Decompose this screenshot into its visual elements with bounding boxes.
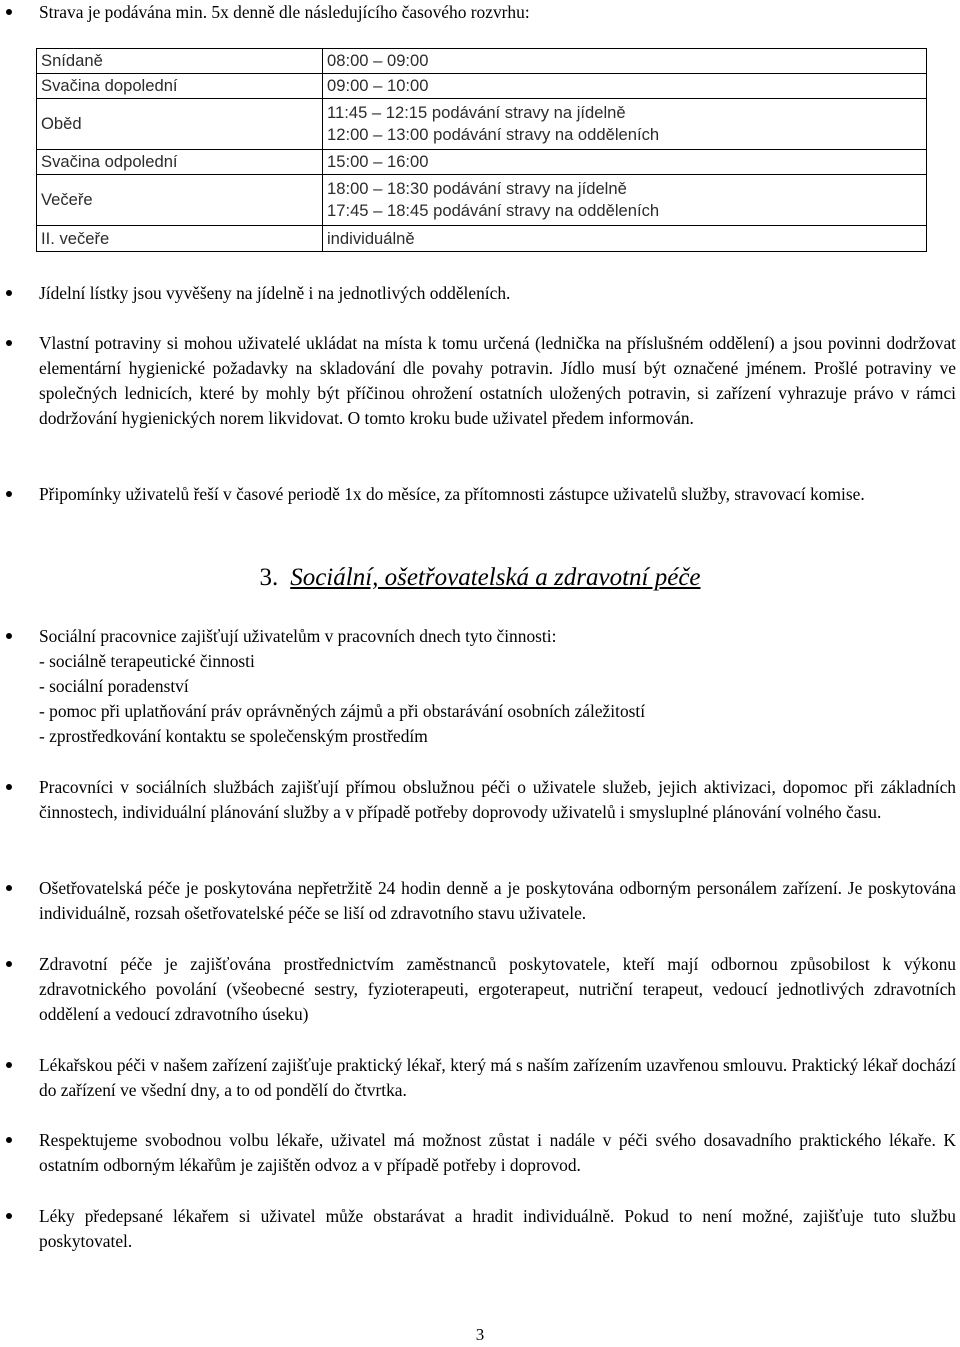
bullet-icon	[6, 1213, 12, 1219]
meal-schedule-table	[36, 48, 927, 252]
table-row	[37, 49, 927, 74]
doctor-text: Lékařskou péči v našem zařízení zajišťuje praktický lékař, který má s naším zařízením uzavřenou smlouvu. Praktický lékař dochází do zařízení ve všední dny, a to od pondělí do čtvrtka.	[39, 1055, 956, 1100]
meds-text: Léky předepsané lékařem si uživatel může obstarávat a hradit individuálně. Pokud to není možné, zajišťuje tuto službu poskytovatel.	[39, 1206, 956, 1251]
meal-name: Večeře	[37, 175, 323, 226]
bullet-icon	[6, 633, 12, 639]
table-row	[37, 99, 927, 150]
social-item: - zprostředkování kontaktu se společenským prostředím	[39, 726, 428, 746]
meal-name: Oběd	[37, 99, 323, 150]
section-number: 3.	[259, 564, 279, 591]
bullet-icon	[6, 340, 12, 346]
intro-text: Strava je podávána min. 5x denně dle následujícího časového rozvrhu:	[39, 2, 530, 22]
meal-time: 15:00 – 16:00	[323, 150, 927, 175]
social-text	[39, 624, 956, 749]
nursing-text: Ošetřovatelská péče je poskytována nepřetržitě 24 hodin denně a je poskytována odborným personálem zařízení. Je poskytována individuálně, rozsah ošetřovatelské péče se liší od zdravotního stavu uživatele.	[39, 878, 956, 923]
meal-time: 09:00 – 10:00	[323, 74, 927, 99]
workers-text: Pracovníci v sociálních službách zajišťují přímou obslužnou péči o uživatele služeb, jejich aktivizaci, dopomoc při základních činnostech, individuální plánování služby a v případě potřeby doprovody uživatelů i smysluplné plánování volného času.	[39, 777, 956, 822]
meal-name: II. večeře	[37, 226, 323, 252]
bullet-icon	[6, 784, 12, 790]
meal-time-line: 11:45 – 12:15 podávání stravy na jídelně	[327, 103, 626, 122]
meal-time	[323, 99, 927, 150]
social-intro: Sociální pracovnice zajišťují uživatelům v pracovních dnech tyto činnosti:	[39, 626, 557, 646]
comments-text: Připomínky uživatelů řeší v časové periodě 1x do měsíce, za přítomnosti zástupce uživatelů služby, stravovací komise.	[39, 484, 865, 504]
bullet-icon	[6, 961, 12, 967]
meal-time: individuálně	[323, 226, 927, 252]
meal-time-line: 18:00 – 18:30 podávání stravy na jídelně	[327, 179, 627, 198]
page-number: 3	[475, 1325, 485, 1344]
meal-time: 08:00 – 09:00	[323, 49, 927, 74]
meal-name: Snídaně	[37, 49, 323, 74]
section-title: Sociální, ošetřovatelská a zdravotní péče	[290, 564, 701, 591]
bullet-icon	[6, 885, 12, 891]
table-row	[37, 150, 927, 175]
meal-time-line: 12:00 – 13:00 podávání stravy na odděleních	[327, 125, 660, 144]
meal-name: Svačina dopolední	[37, 74, 323, 99]
social-item: - sociálně terapeutické činnosti	[39, 651, 255, 671]
choice-text: Respektujeme svobodnou volbu lékaře, uživatel má možnost zůstat i nadále v péči svého dosavadního praktického lékaře. K ostatním odborným lékařům je zajištěn odvoz a v případě potřeby i doprovod.	[39, 1130, 956, 1175]
social-item: - sociální poradenství	[39, 676, 189, 696]
table-row	[37, 74, 927, 99]
table-row	[37, 226, 927, 252]
bullet-icon	[6, 9, 12, 15]
meal-time	[323, 175, 927, 226]
bullet-icon	[6, 1062, 12, 1068]
bullet-icon	[6, 290, 12, 296]
meal-name: Svačina odpolední	[37, 150, 323, 175]
menu-text: Jídelní lístky jsou vyvěšeny na jídelně i na jednotlivých odděleních.	[39, 283, 511, 303]
bullet-icon	[6, 491, 12, 497]
table-row	[37, 175, 927, 226]
health-text: Zdravotní péče je zajišťována prostřednictvím zaměstnanců poskytovatele, kteří mají odbornou způsobilost k výkonu zdravotnického povolání (všeobecné sestry, fyzioterapeuti, ergoterapeut, nutriční terapeut, vedoucí jednotlivých zdravotních oddělení a vedoucí zdravotního úseku)	[39, 954, 956, 1024]
bullet-icon	[6, 1137, 12, 1143]
section-heading	[0, 562, 960, 594]
social-item: - pomoc při uplatňování práv oprávněných zájmů a při obstarávání osobních záležitostí	[39, 701, 646, 721]
meal-time-line: 17:45 – 18:45 podávání stravy na odděleních	[327, 201, 660, 220]
food-storage-text: Vlastní potraviny si mohou uživatelé ukládat na místa k tomu určená (lednička na příslušném oddělení) a jsou povinni dodržovat elementární hygienické požadavky na skladování dle povahy potravin. Jídlo musí být označené jménem. Prošlé potraviny ve společných lednicích, které by mohly být příčinou ohrožení ostatních uložených potravin, si zařízení vyhrazuje právo v rámci dodržování hygienických norem likvidovat. O tomto kroku bude uživatel předem informován.	[39, 333, 956, 428]
